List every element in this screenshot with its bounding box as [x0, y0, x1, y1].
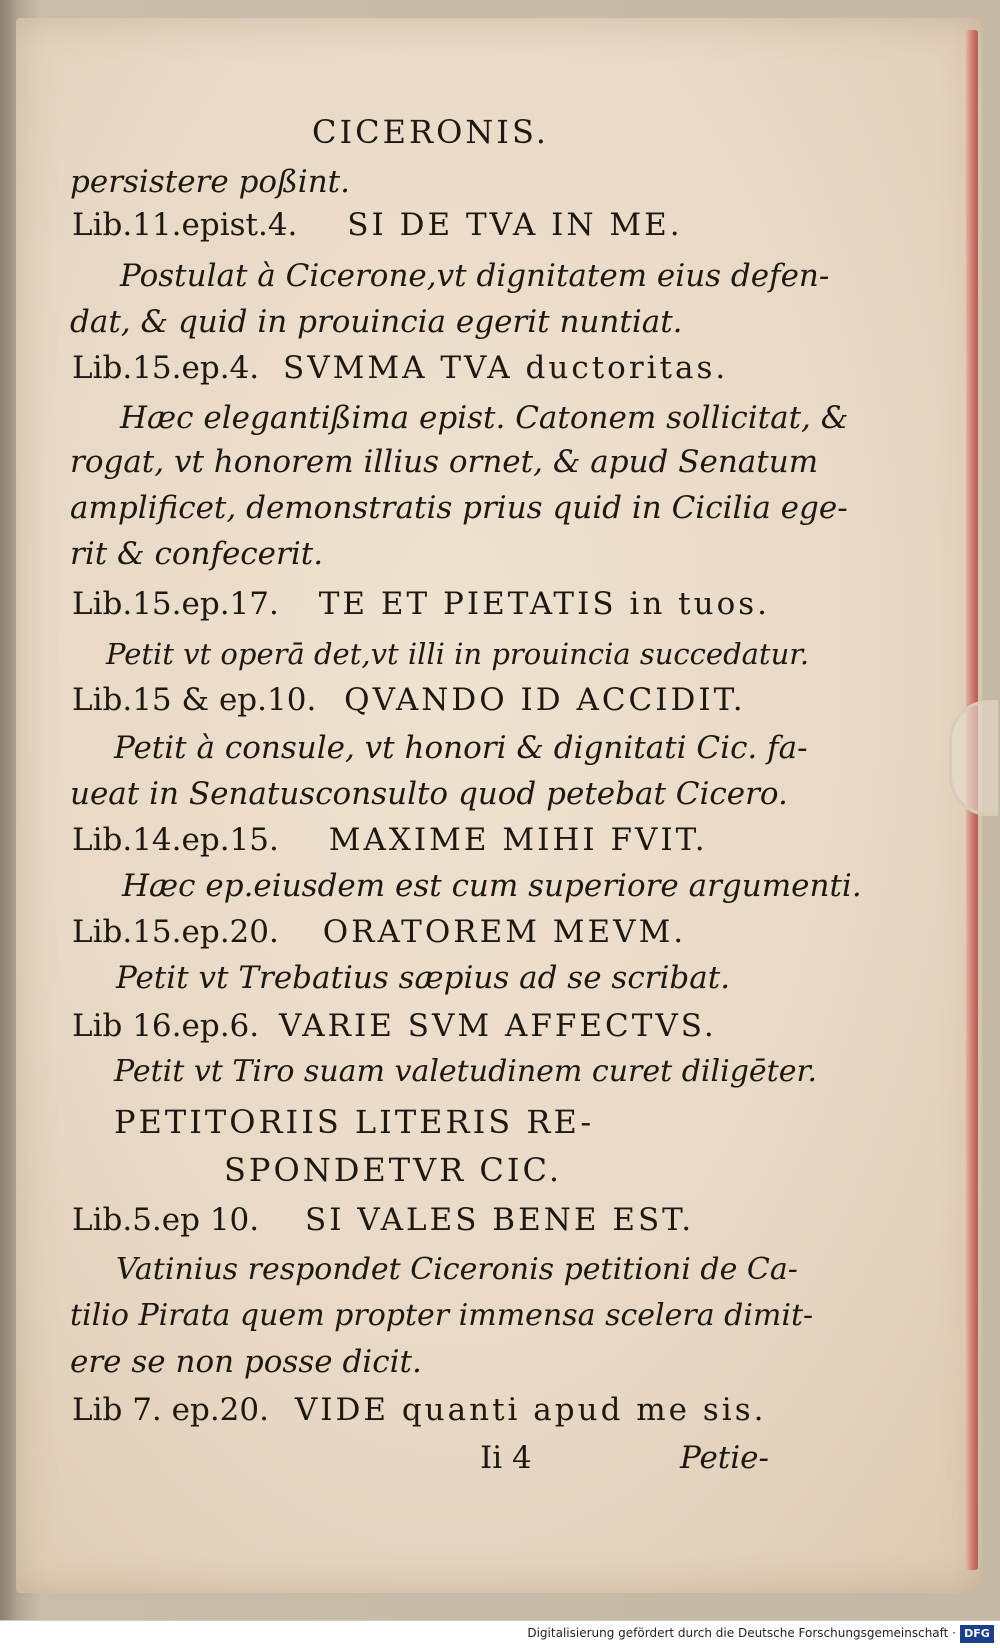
entry-row: [72, 1200, 694, 1240]
text-line: rit & confecerit.: [70, 536, 324, 572]
footer-bar: [0, 1620, 1000, 1648]
running-header: CICERONIS.: [312, 113, 549, 151]
signature-mark: Ii 4: [480, 1440, 532, 1476]
entry-row: [72, 1006, 717, 1046]
catchword: Petie-: [680, 1440, 770, 1476]
entry-row: [72, 1390, 766, 1430]
text-line: persistere poßint.: [70, 164, 350, 200]
text-line: Petit vt operā det,vt illi in prouincia succedatur.: [106, 637, 810, 671]
entry-incipit: SVMMA TVA ductoritas.: [282, 350, 729, 386]
entry-row: [72, 820, 708, 860]
text-line: Hæc ep.eiusdem est cum superiore argumenti.: [122, 868, 862, 904]
text-line: Postulat à Cicerone,vt dignitatem eius defen-: [120, 258, 830, 294]
entry-incipit: QVANDO ID ACCIDIT.: [344, 682, 746, 718]
dfg-logo: DFG: [960, 1625, 994, 1643]
text-line: amplificet, demonstratis prius quid in Cicilia ege-: [70, 490, 848, 526]
section-heading: PETITORIIS LITERIS RE-: [114, 1103, 595, 1141]
text-line: dat, & quid in prouincia egerit nuntiat.: [70, 304, 683, 340]
entry-incipit: SI DE TVA IN ME.: [347, 207, 683, 243]
entry-row: [72, 680, 746, 720]
entry-reference: Lib.11.epist.4.: [72, 207, 298, 243]
entry-reference: Lib 7. ep.20.: [72, 1392, 269, 1428]
entry-reference: Lib 16.ep.6.: [72, 1008, 260, 1044]
entry-reference: Lib.15.ep.4.: [72, 350, 260, 386]
text-line: ere se non posse dicit.: [70, 1344, 422, 1380]
entry-reference: Lib.15.ep.17.: [72, 586, 279, 622]
entry-reference: Lib.15.ep.20.: [72, 914, 279, 950]
text-line: Petit à consule, vt honori & dignitati Cic. fa-: [114, 730, 808, 766]
text-line: Petit vt Trebatius sæpius ad se scribat.: [116, 960, 731, 996]
entry-reference: Lib.14.ep.15.: [72, 822, 279, 858]
text-line: Hæc elegantißima epist. Catonem sollicitat, &: [120, 400, 849, 436]
section-heading: SPONDETVR CIC.: [224, 1151, 563, 1189]
text-line: Vatinius respondet Ciceronis petitioni de Ca-: [116, 1252, 798, 1287]
footer-credit: Digitalisierung gefördert durch die Deutsche Forschungsgemeinschaft ·: [527, 1626, 956, 1640]
entry-incipit: MAXIME MIHI FVIT.: [328, 822, 708, 858]
entry-incipit: ORATOREM MEVM.: [322, 914, 687, 950]
entry-row: [72, 348, 728, 388]
text-line: ueat in Senatusconsulto quod petebat Cicero.: [70, 776, 788, 812]
text-line: tilio Pirata quem propter immensa scelera dimit-: [70, 1298, 814, 1333]
entry-reference: Lib.5.ep 10.: [72, 1202, 260, 1238]
entry-reference: Lib.15 & ep.10.: [72, 682, 317, 718]
entry-incipit: VIDE quanti apud me sis.: [294, 1392, 767, 1428]
entry-row: [72, 205, 683, 245]
entry-incipit: SI VALES BENE EST.: [304, 1202, 695, 1238]
entry-incipit: VARIE SVM AFFECTVS.: [278, 1008, 717, 1044]
text-line: Petit vt Tiro suam valetudinem curet diligēter.: [114, 1054, 818, 1089]
entry-row: [72, 584, 770, 624]
text-line: rogat, vt honorem illius ornet, & apud Senatum: [70, 444, 819, 480]
entry-row: [72, 912, 686, 952]
entry-incipit: TE ET PIETATIS in tuos.: [318, 586, 771, 622]
